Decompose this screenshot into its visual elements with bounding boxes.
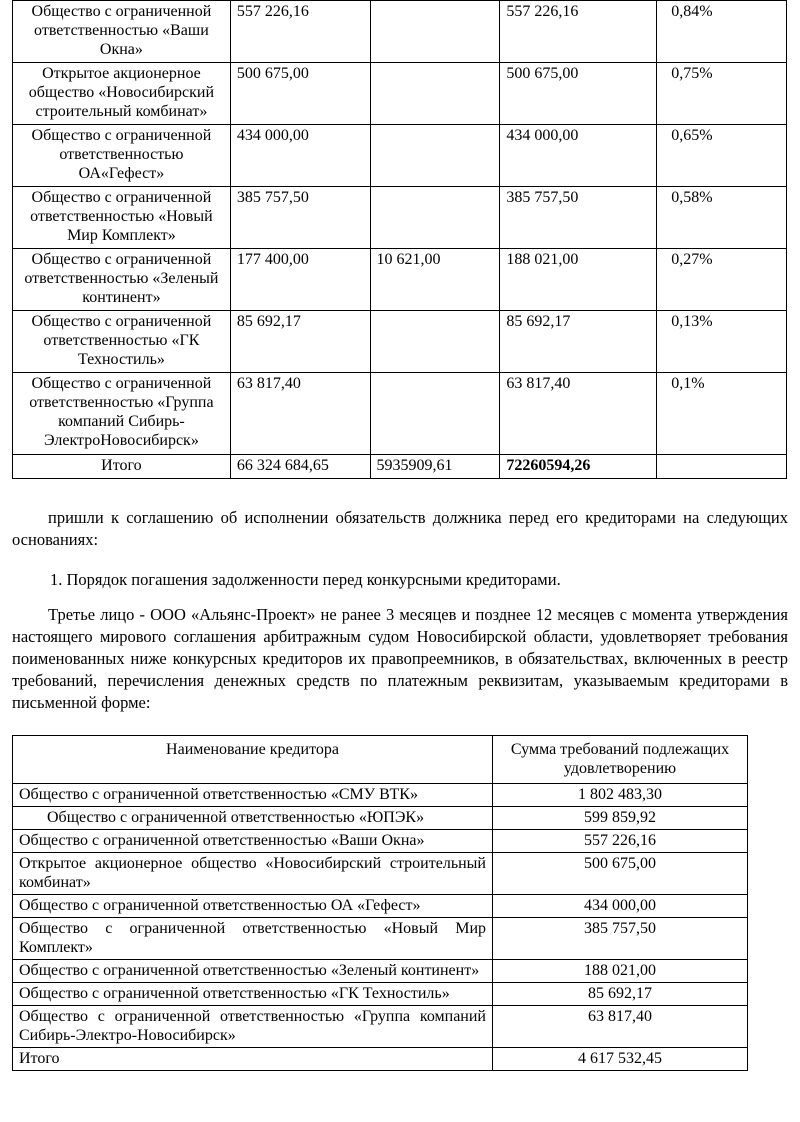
table-row — [13, 807, 748, 830]
table-header-row — [13, 736, 748, 784]
total-claim-amount: 66 324 684,65 — [230, 455, 370, 479]
claim-amount: 63 817,40 — [230, 373, 370, 455]
table-row — [13, 853, 748, 895]
total-additional-amount: 5935909,61 — [370, 455, 500, 479]
table-row — [13, 311, 787, 373]
table-row — [13, 373, 787, 455]
total-amount: 500 675,00 — [500, 63, 657, 125]
additional-amount — [370, 187, 500, 249]
section-heading: 1. Порядок погашения задолженности перед конкурсными кредиторами. — [50, 570, 561, 589]
claim-sum: 599 859,92 — [493, 807, 748, 830]
creditor-name: Общество с ограниченной ответственностью «ЮПЭК» — [13, 807, 493, 830]
total-amount: 85 692,17 — [500, 311, 657, 373]
payment-terms-paragraph: Третье лицо - ООО «Альянс-Проект» не ранее 3 месяцев и позднее 12 месяцев с момента утверждения настоящего мирового соглашения арбитражным судом Новосибирской области, удовлетворяет требования поименованных ниже конкурсных кредиторов их правопреемников, в обязательствах, включенных в реестр требований, перечисления денежных средств по платежным реквизитам, указываемым кредиторами в письменной форме: — [12, 605, 788, 712]
table-row — [13, 983, 748, 1006]
claim-amount: 85 692,17 — [230, 311, 370, 373]
total-amount: 385 757,50 — [500, 187, 657, 249]
creditors-table-bottom — [12, 735, 748, 1071]
total-amount: 434 000,00 — [500, 125, 657, 187]
grand-total-amount: 72260594,26 — [500, 455, 657, 479]
additional-amount — [370, 1, 500, 63]
total-percent — [657, 455, 787, 479]
claim-sum: 385 757,50 — [493, 918, 748, 960]
header-creditor-name: Наименование кредитора — [13, 736, 493, 784]
table-row — [13, 895, 748, 918]
creditor-name: Общество с ограниченной ответственностью «Группа компаний Сибирь-Электро-Новосибирск» — [13, 1006, 493, 1048]
table-row — [13, 830, 748, 853]
creditor-name: Общество с ограниченной ответственностью «СМУ ВТК» — [13, 784, 493, 807]
additional-amount — [370, 63, 500, 125]
total-row — [13, 1048, 748, 1071]
claim-sum: 63 817,40 — [493, 1006, 748, 1048]
creditor-name: Общество с ограниченной ответственностью «Группа компаний Сибирь-ЭлектроНовосибирск» — [13, 373, 231, 455]
total-sum: 4 617 532,45 — [493, 1048, 748, 1071]
table-row — [13, 63, 787, 125]
total-label: Итого — [13, 455, 231, 479]
creditor-name: Общество с ограниченной ответственностью «Новый Мир Комплект» — [13, 918, 493, 960]
header-claim-sum: Сумма требований подлежащих удовлетворению — [493, 736, 748, 784]
percent-share: 0,75% — [657, 63, 787, 125]
claim-sum: 434 000,00 — [493, 895, 748, 918]
creditor-name: Общество с ограниченной ответственностью ОА «Гефест» — [13, 895, 493, 918]
table-row — [13, 1006, 748, 1048]
percent-share: 0,84% — [657, 1, 787, 63]
claim-sum: 85 692,17 — [493, 983, 748, 1006]
additional-amount — [370, 125, 500, 187]
creditor-name: Открытое акционерное общество «Новосибирский строительный комбинат» — [13, 63, 231, 125]
percent-share: 0,58% — [657, 187, 787, 249]
creditor-name: Общество с ограниченной ответственностью «Ваши Окна» — [13, 830, 493, 853]
percent-share: 0,65% — [657, 125, 787, 187]
claim-sum: 500 675,00 — [493, 853, 748, 895]
creditor-name: Открытое акционерное общество «Новосибирский строительный комбинат» — [13, 853, 493, 895]
creditor-name: Общество с ограниченной ответственностью «ГК Техностиль» — [13, 983, 493, 1006]
agreement-paragraph: пришли к соглашению об исполнении обязательств должника перед его кредиторами на следующих основаниях: — [12, 508, 788, 549]
creditor-name: Общество с ограниченной ответственностью «Зеленый континент» — [13, 960, 493, 983]
creditor-name: Общество с ограниченной ответственностью «ГК Техностиль» — [13, 311, 231, 373]
creditor-name: Общество с ограниченной ответственностью «Новый Мир Комплект» — [13, 187, 231, 249]
additional-amount — [370, 373, 500, 455]
total-label: Итого — [13, 1048, 493, 1071]
total-amount: 557 226,16 — [500, 1, 657, 63]
total-amount: 63 817,40 — [500, 373, 657, 455]
percent-share: 0,1% — [657, 373, 787, 455]
table-row — [13, 1, 787, 63]
additional-amount: 10 621,00 — [370, 249, 500, 311]
additional-amount — [370, 311, 500, 373]
claim-sum: 188 021,00 — [493, 960, 748, 983]
table-row — [13, 125, 787, 187]
claim-amount: 500 675,00 — [230, 63, 370, 125]
table-row — [13, 960, 748, 983]
claim-amount: 177 400,00 — [230, 249, 370, 311]
table-row — [13, 187, 787, 249]
creditor-name: Общество с ограниченной ответственностью «Ваши Окна» — [13, 1, 231, 63]
claim-sum: 557 226,16 — [493, 830, 748, 853]
claim-amount: 434 000,00 — [230, 125, 370, 187]
table-row — [13, 784, 748, 807]
creditor-name: Общество с ограниченной ответственностью ОА«Гефест» — [13, 125, 231, 187]
percent-share: 0,13% — [657, 311, 787, 373]
claim-amount: 557 226,16 — [230, 1, 370, 63]
table-row — [13, 249, 787, 311]
creditors-table-top — [12, 0, 787, 479]
percent-share: 0,27% — [657, 249, 787, 311]
total-amount: 188 021,00 — [500, 249, 657, 311]
claim-amount: 385 757,50 — [230, 187, 370, 249]
creditor-name: Общество с ограниченной ответственностью «Зеленый континент» — [13, 249, 231, 311]
claim-sum: 1 802 483,30 — [493, 784, 748, 807]
total-row — [13, 455, 787, 479]
table-row — [13, 918, 748, 960]
